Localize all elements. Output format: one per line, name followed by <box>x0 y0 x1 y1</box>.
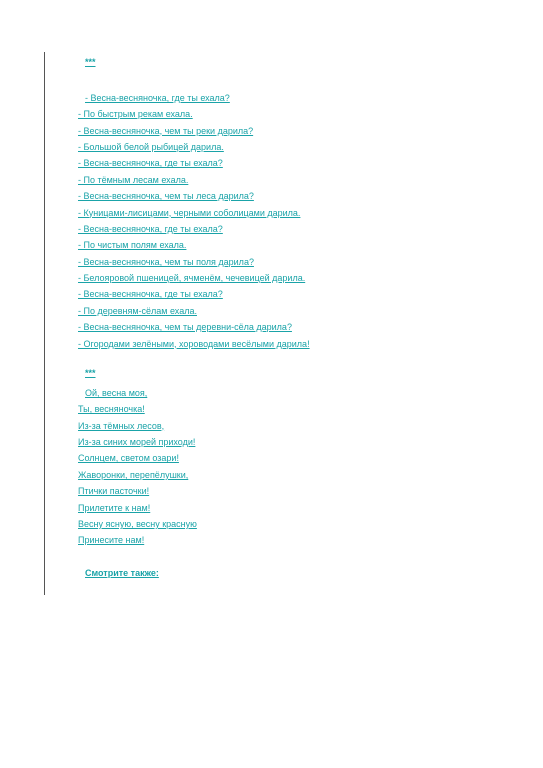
verse-line[interactable]: Принесите нам! <box>78 535 145 546</box>
verse-line[interactable]: Из-за тёмных лесов, <box>78 420 165 431</box>
verse-line[interactable]: - Весна-весняночка, чем ты поля дарила? <box>78 256 254 267</box>
spacer <box>78 73 518 89</box>
verse-line[interactable]: - Весна-весняночка, чем ты реки дарила? <box>78 125 254 136</box>
verse-line[interactable]: Весну ясную, весну красную <box>78 518 197 529</box>
verse-line[interactable]: - Весна-весняночка, где ты ехала? <box>78 158 223 169</box>
document-body <box>78 57 518 582</box>
section-divider-stars[interactable]: *** <box>85 368 96 379</box>
verse-block-1 <box>78 90 518 352</box>
verse-line[interactable]: Прилетите к нам! <box>78 502 151 513</box>
verse-line[interactable]: - Весна-весняночка, чем ты деревни-сёла дарила? <box>78 322 292 333</box>
verse-line[interactable]: - По быстрым рекам ехала. <box>78 109 193 120</box>
spacer <box>78 549 518 565</box>
verse-line[interactable]: - По деревням-сёлам ехала. <box>78 305 197 316</box>
verse-line[interactable]: - Весна-весняночка, где ты ехала? <box>78 223 223 234</box>
verse-line[interactable]: Жаворонки, перепёлушки, <box>78 469 189 480</box>
verse-line[interactable]: - Весна-весняночка, чем ты леса дарила? <box>78 191 254 202</box>
verse-line[interactable]: - Куницами-лисицами, черными соболицами дарила. <box>78 207 301 218</box>
section-divider-stars[interactable]: *** <box>85 57 96 67</box>
verse-line[interactable]: - Весна-весняночка, где ты ехала? <box>85 92 230 103</box>
verse-block-2 <box>78 385 518 549</box>
verse-line[interactable]: - Большой белой рыбицей дарила. <box>78 141 224 152</box>
verse-line[interactable]: - Весна-весняночка, где ты ехала? <box>78 289 223 300</box>
page-margin-rule <box>44 52 45 595</box>
verse-line[interactable]: - По тёмным лесам ехала. <box>78 174 189 185</box>
verse-line[interactable]: Из-за синих морей приходи! <box>78 436 196 447</box>
verse-line[interactable]: Ой, весна моя, <box>85 387 148 398</box>
verse-line[interactable]: - По чистым полям ехала. <box>78 240 187 251</box>
verse-line[interactable]: Солнцем, светом озари! <box>78 453 179 464</box>
verse-line[interactable]: Птички пасточки! <box>78 486 150 497</box>
verse-line[interactable]: Ты, весняночка! <box>78 404 145 415</box>
see-also-link[interactable]: Смотрите также: <box>85 568 159 579</box>
verse-line[interactable]: - Огородами зелёными, хороводами весёлыми дарила! <box>78 338 310 349</box>
verse-line[interactable]: - Белояровой пшеницей, ячменём, чечевицей дарила. <box>78 273 306 284</box>
spacer <box>78 352 518 368</box>
